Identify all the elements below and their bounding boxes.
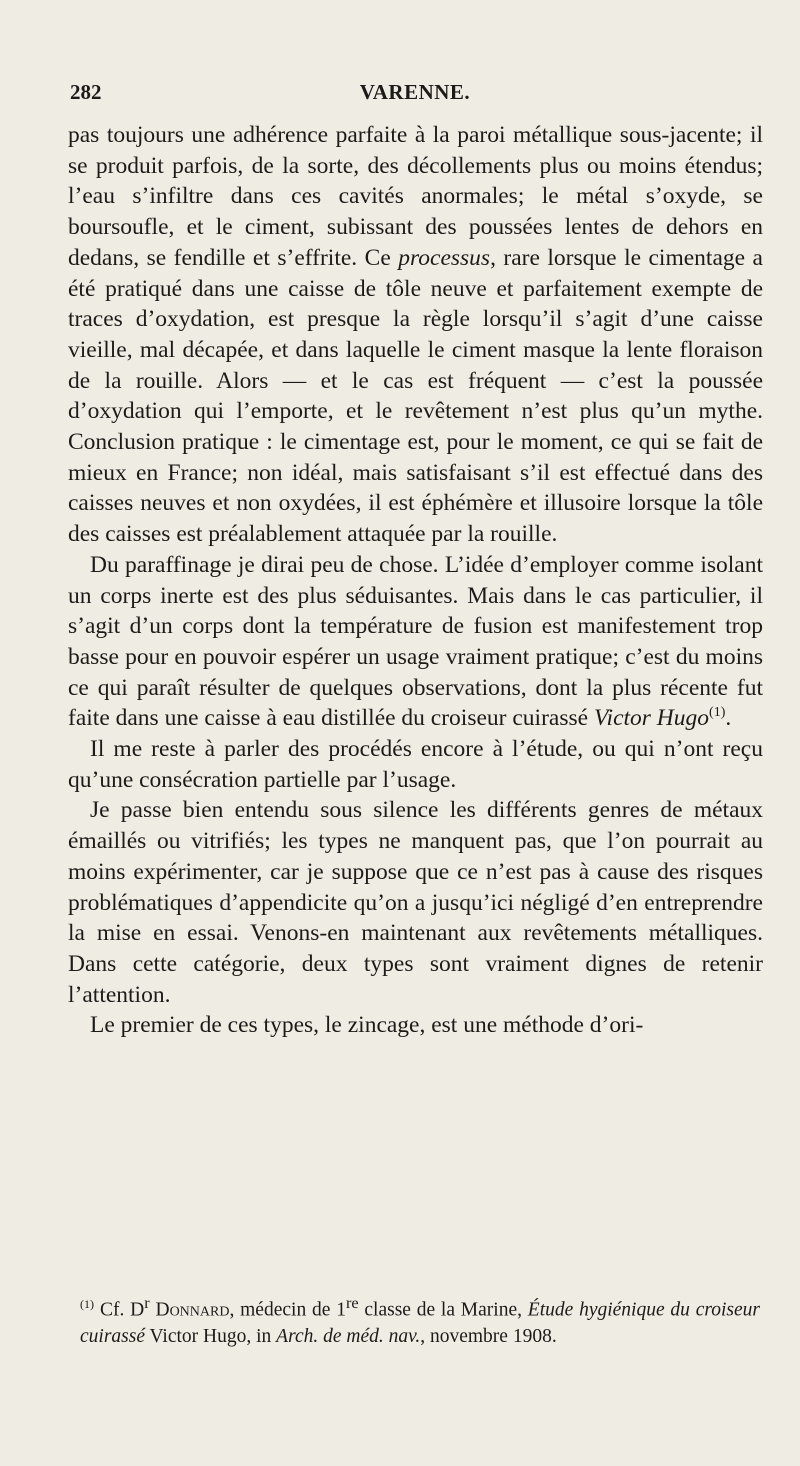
page-number: 282 — [70, 80, 102, 104]
superscript: re — [345, 1294, 359, 1312]
footnote-marker: (1) — [80, 1297, 94, 1311]
text-run: . — [725, 705, 732, 732]
text-run: classe de la Marine, — [358, 1299, 528, 1321]
body-text — [68, 120, 763, 1041]
text-run: Le premier de ces types, le zincage, est une méthode d’ori- — [90, 1012, 644, 1039]
running-head: VARENNE. — [359, 80, 471, 104]
footnote-reference[interactable]: (1) — [709, 705, 726, 721]
superscript: r — [144, 1294, 150, 1312]
ship-name: Victor Hugo — [593, 705, 710, 732]
text-run: Du paraffinage je dirai peu de chose. L’idée d’employer comme isolant un corps inerte est des plus séduisantes. Mais dans le cas particulier, il s’agit d’un corps dont la température de fusion est manifestement trop basse pour en pouvoir espérer un usage vraiment pratique; c’est du moins ce qui paraît résulter de quelques observations, dont la plus récente fut faite dans une caisse à eau distillée du croiseur cuirassé — [68, 551, 763, 732]
work-title: Étude hygiénique du croiseur cuirassé — [80, 1299, 760, 1347]
paragraph-2 — [68, 550, 763, 734]
text-run: , novembre 1908. — [420, 1325, 557, 1347]
italic-term-processus: processus — [398, 244, 491, 271]
paragraph-4 — [68, 795, 763, 1010]
footnotes — [80, 1290, 760, 1350]
text-run: Cf. D — [100, 1299, 145, 1321]
paragraph-3 — [68, 734, 763, 795]
paragraph-5 — [68, 1010, 763, 1041]
text-run: , médecin de 1 — [229, 1299, 346, 1321]
paragraph-1 — [68, 120, 763, 550]
text-run: Je passe bien entendu sous silence les différents genres de métaux émaillés ou vitrifiés; les types ne manquent pas, que l’on pourrait au moins expérimenter, car je suppose que ce n’est pas à cause des risques problématiques d’appendicite qu’on a jusqu’ici négligé d’en entreprendre la mise en essai. Venons-en maintenant aux revêtements métalliques. Dans cette catégorie, deux types sont vraiment dignes de retenir l’attention. — [68, 797, 763, 1008]
page-header — [70, 80, 760, 114]
text-run: pas toujours une adhérence parfaite à la paroi métallique sous-jacente; il se produit parfois, de la sorte, des décollements plus ou moins étendus; l’eau s’infiltre dans ces cavités anormales; le métal s’oxyde, se boursoufle, et le ciment, subissant des poussées lentes de dehors en dedans, se fendille et s’effrite. Ce — [68, 122, 763, 271]
text-run: , rare lorsque le cimentage a été pratiqué dans une caisse de tôle neuve et parfaitement exempte de traces d’oxydation, est presque la règle lorsqu’il s’agit d’une caisse vieille, mal décapée, et dans laquelle le ciment masque la lente floraison de la rouille. Alors — et le cas est fréquent — c’est la poussée d’oxydation qui l’emporte, et le revêtement n’est plus qu’un mythe. Conclusion pratique : le cimentage est, pour le moment, ce qui se fait de mieux en France; non idéal, mais satisfaisant s’il est effectué dans des caisses neuves et non oxydées, il est éphémère et illusoire lorsque la tôle des caisses est préalablement attaquée par la rouille. — [68, 244, 763, 548]
text-run: Victor Hugo, in — [145, 1325, 277, 1347]
text-run: Il me reste à parler des procédés encore à l’étude, ou qui n’ont reçu qu’une consécration partielle par l’usage. — [68, 736, 763, 793]
footnote-1 — [80, 1290, 760, 1350]
author-name: Donnard — [155, 1299, 230, 1321]
journal-title: Arch. de méd. nav. — [276, 1325, 421, 1347]
